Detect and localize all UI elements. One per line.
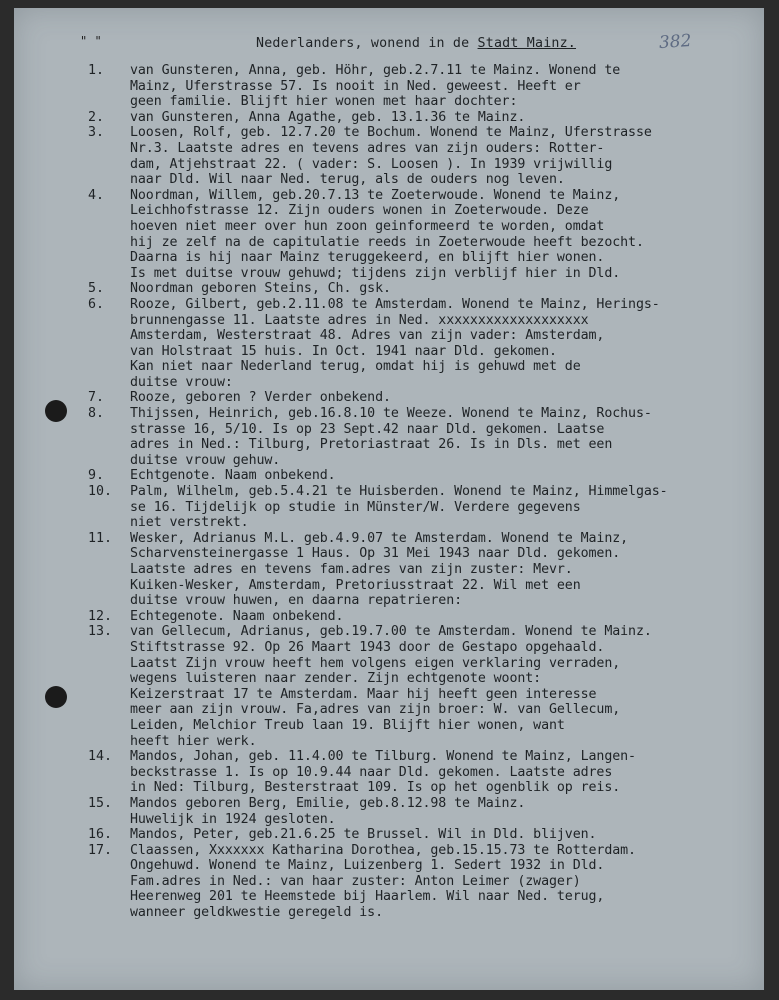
- entry-line: dam, Atjehstraat 22. ( vader: S. Loosen ). In 1939 vrijwillig: [130, 156, 613, 172]
- list-item: [88, 609, 764, 625]
- entry-line: Echtegenote. Naam onbekend.: [130, 608, 344, 624]
- title-prefix: Nederlanders, wonend in de: [256, 36, 478, 51]
- entry-number: 15.: [88, 795, 113, 811]
- entry-number: 6.: [88, 296, 105, 312]
- entry-line: Loosen, Rolf, geb. 12.7.20 te Bochum. Wonend te Mainz, Uferstrasse: [130, 125, 652, 141]
- entry-number: 9.: [88, 468, 105, 484]
- entry-line: Leiden, Melchior Treub laan 19. Blijft hier wonen, want: [130, 717, 565, 733]
- list-item: [88, 406, 764, 468]
- entry-number: 12.: [88, 608, 113, 624]
- entry-line: Scharvensteinergasse 1 Haus. Op 31 Mei 1943 naar Dld. gekomen.: [130, 546, 621, 562]
- entry-line: van Holstraat 15 huis. In Oct. 1941 naar Dld. gekomen.: [130, 343, 557, 359]
- entry-number: 2.: [88, 109, 105, 125]
- entry-number: 16.: [88, 827, 113, 843]
- list-item: [88, 796, 764, 827]
- entry-line: hoeven niet meer over hun zoon geinformeerd te worden, omdat: [130, 218, 605, 234]
- entry-line: hij ze zelf na de capitulatie reeds in Zoeterwoude heeft bezocht.: [130, 234, 644, 250]
- entry-line: Amsterdam, Westerstraat 48. Adres van zijn vader: Amsterdam,: [130, 328, 605, 344]
- entry-line: Claassen, Xxxxxxx Katharina Dorothea, geb.15.15.73 te Rotterdam.: [130, 842, 636, 858]
- punch-hole: [45, 686, 67, 708]
- entry-number: 10.: [88, 484, 113, 500]
- list-item: [88, 63, 764, 110]
- entry-line: Noordman, Willem, geb.20.7.13 te Zoeterwoude. Wonend te Mainz,: [130, 187, 621, 203]
- entry-number: 1.: [88, 63, 105, 78]
- entry-number: 7.: [88, 390, 105, 406]
- entry-number: 14.: [88, 749, 113, 765]
- entry-line: se 16. Tijdelijk op studie in Münster/W. Verdere gegevens: [130, 499, 581, 515]
- entry-line: Nr.3. Laatste adres en tevens adres van zijn ouders: Rotter-: [130, 140, 605, 156]
- entry-number: 5.: [88, 281, 105, 297]
- entry-line: strasse 16, 5/10. Is op 23 Sept.42 naar Dld. gekomen. Laatse: [130, 421, 605, 437]
- list-item: [88, 390, 764, 406]
- entry-number: 3.: [88, 125, 105, 141]
- entry-line: adres in Ned.: Tilburg, Pretoriastraat 26. Is in Dls. met een: [130, 437, 613, 453]
- entry-line: niet verstrekt.: [130, 515, 249, 531]
- entry-line: Mandos, Johan, geb. 11.4.00 te Tilburg. Wonend te Mainz, Langen-: [130, 749, 636, 765]
- entry-line: Rooze, Gilbert, geb.2.11.08 te Amsterdam. Wonend te Mainz, Herings-: [130, 296, 660, 312]
- entry-line: Heerenweg 201 te Heemstede bij Haarlem. Wil naar Ned. terug,: [130, 889, 605, 905]
- entry-line: beckstrasse 1. Is op 10.9.44 naar Dld. gekomen. Laatste adres: [130, 764, 613, 780]
- entry-line: Palm, Wilhelm, geb.5.4.21 te Huisberden. Wonend te Mainz, Himmelgas-: [130, 484, 668, 500]
- entry-line: van Gunsteren, Anna, geb. Höhr, geb.2.7.11 te Mainz. Wonend te: [130, 63, 621, 78]
- punch-hole: [45, 400, 67, 422]
- entry-line: Rooze, geboren ? Verder onbekend.: [130, 390, 391, 406]
- entry-line: Noordman geboren Steins, Ch. gsk.: [130, 281, 391, 297]
- entry-line: naar Dld. Wil naar Ned. terug, als de ouders nog leven.: [130, 172, 565, 188]
- entry-line: van Gellecum, Adrianus, geb.19.7.00 te Amsterdam. Wonend te Mainz.: [130, 624, 652, 640]
- list-item: [88, 484, 764, 531]
- entry-line: Kuiken-Wesker, Amsterdam, Pretoriusstraat 22. Wil met een: [130, 577, 581, 593]
- entry-line: Is met duitse vrouw gehuwd; tijdens zijn verblijf hier in Dld.: [130, 265, 621, 281]
- entry-line: Keizerstraat 17 te Amsterdam. Maar hij heeft geen interesse: [130, 686, 597, 702]
- list-item: [88, 843, 764, 921]
- entry-number: 11.: [88, 530, 113, 546]
- entry-line: Echtgenote. Naam onbekend.: [130, 468, 336, 484]
- list-item: [88, 531, 764, 609]
- list-item: [88, 125, 764, 187]
- entry-line: duitse vrouw:: [130, 374, 233, 390]
- list-item: [88, 624, 764, 749]
- entry-number: 17.: [88, 842, 113, 858]
- entry-line: Thijssen, Heinrich, geb.16.8.10 te Weeze. Wonend te Mainz, Rochus-: [130, 406, 652, 422]
- entry-line: Laatste adres en tevens fam.adres van zijn zuster: Mevr.: [130, 562, 573, 577]
- list-item: [88, 297, 764, 391]
- entry-line: duitse vrouw gehuw.: [130, 452, 281, 468]
- page-title: [256, 36, 576, 51]
- entry-line: Daarna is hij naar Mainz teruggekeerd, en blijft hier wonen.: [130, 250, 605, 266]
- entry-line: meer aan zijn vrouw. Fa,adres van zijn broer: W. van Gellecum,: [130, 702, 621, 718]
- list-item: [88, 749, 764, 796]
- entry-line: brunnengasse 11. Laatste adres in Ned. xxxxxxxxxxxxxxxxxxx: [130, 312, 589, 328]
- list-item: [88, 281, 764, 297]
- document-sheet: [14, 8, 764, 990]
- entry-line: Leichhofstrasse 12. Zijn ouders wonen in Zoeterwoude. Deze: [130, 203, 589, 219]
- entry-line: Laatst Zijn vrouw heeft hem volgens eigen verklaring verraden,: [130, 655, 621, 671]
- list-item: [88, 110, 764, 126]
- entry-line: duitse vrouw huwen, en daarna repatrieren:: [130, 593, 463, 609]
- entry-line: Stiftstrasse 92. Op 26 Maart 1943 door de Gestapo opgehaald.: [130, 639, 605, 655]
- entry-line: van Gunsteren, Anna Agathe, geb. 13.1.36 te Mainz.: [130, 109, 526, 125]
- entry-line: Wesker, Adrianus M.L. geb.4.9.07 te Amsterdam. Wonend te Mainz,: [130, 530, 629, 546]
- entry-line: wanneer geldkwestie geregeld is.: [130, 905, 383, 921]
- entry-line: Huwelijk in 1924 gesloten.: [130, 811, 336, 827]
- entry-number: 8.: [88, 406, 105, 422]
- entry-line: Mandos, Peter, geb.21.6.25 te Brussel. Wil in Dld. blijven.: [130, 827, 597, 843]
- handwritten-page-number: 382: [658, 30, 693, 54]
- entry-line: Mandos geboren Berg, Emilie, geb.8.12.98 te Mainz.: [130, 795, 526, 811]
- list-item: [88, 827, 764, 843]
- entry-line: heeft hier werk.: [130, 733, 257, 749]
- title-underlined: Stadt Mainz.: [477, 36, 577, 51]
- top-marks: " ": [80, 34, 102, 48]
- entry-line: Ongehuwd. Wonend te Mainz, Luizenberg 1. Sedert 1932 in Dld.: [130, 858, 605, 874]
- entry-number: 13.: [88, 624, 113, 640]
- entry-line: Mainz, Uferstrasse 57. Is nooit in Ned. geweest. Heeft er: [130, 78, 581, 94]
- entry-list: [88, 63, 764, 921]
- entry-line: geen familie. Blijft hier wonen met haar dochter:: [130, 94, 518, 110]
- entry-line: Fam.adres in Ned.: van haar zuster: Anton Leimer (zwager): [130, 873, 581, 889]
- list-item: [88, 468, 764, 484]
- entry-number: 4.: [88, 187, 105, 203]
- entry-line: wegens luisteren naar zender. Zijn echtgenote woont:: [130, 671, 542, 687]
- entry-line: in Ned: Tilburg, Besterstraat 109. Is op het ogenblik op reis.: [130, 780, 621, 796]
- entry-line: Kan niet naar Nederland terug, omdat hij is gehuwd met de: [130, 359, 581, 375]
- list-item: [88, 188, 764, 282]
